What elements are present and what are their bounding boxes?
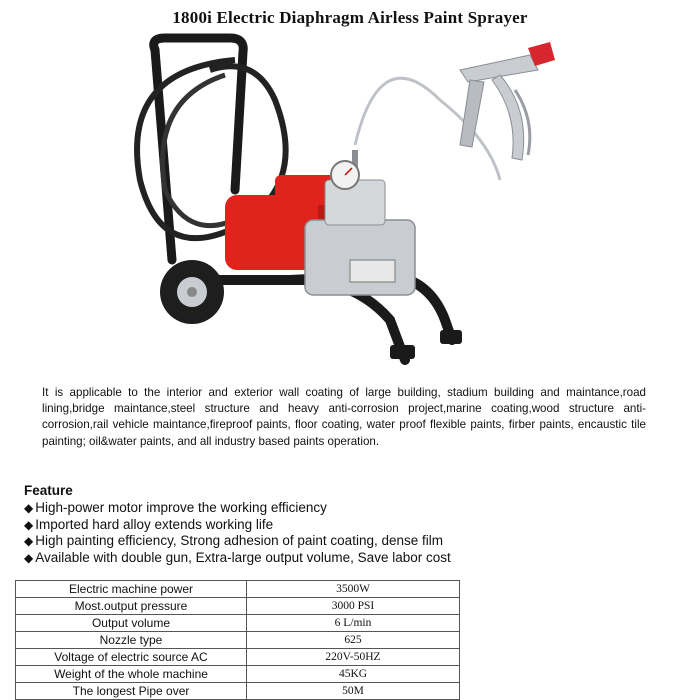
table-row <box>16 632 460 649</box>
feature-list <box>24 500 451 566</box>
spec-value: 50M <box>247 683 460 700</box>
spec-value: 625 <box>247 632 460 649</box>
spec-table <box>15 580 460 700</box>
table-row <box>16 649 460 666</box>
spec-value: 45KG <box>247 666 460 683</box>
diamond-bullet-icon: ◆ <box>24 550 34 565</box>
product-description: It is applicable to the interior and exterior wall coating of large building, stadium building and maintance,road lining,bridge maintance,steel structure and heavy anti-corrosion project,marine coating,wood structure anti-corrosion,rail vehicle maintance,fireproof paints, floor coating, water proof flexible paints, firber paints, encaustic tile painting; oil&water paints, and all industry based paints operation. <box>42 386 646 448</box>
table-row <box>16 683 460 700</box>
list-item: ◆ Imported hard alloy extends working life <box>24 516 274 532</box>
spec-label: Weight of the whole machine <box>16 666 247 683</box>
table-row <box>16 598 460 615</box>
paint-sprayer-icon <box>137 38 500 360</box>
product-illustration <box>60 30 680 380</box>
spec-label: Most.output pressure <box>16 598 247 615</box>
spec-value: 220V-50HZ <box>247 649 460 666</box>
diamond-bullet-icon: ◆ <box>24 534 34 548</box>
diamond-bullet-icon: ◆ <box>24 501 34 515</box>
spec-label: Nozzle type <box>16 632 247 649</box>
spec-label: Voltage of electric source AC <box>16 649 247 666</box>
spec-value: 3500W <box>247 581 460 598</box>
spec-value: 3000 PSI <box>247 598 460 615</box>
table-row <box>16 615 460 632</box>
table-row <box>16 581 460 598</box>
spec-label: Output volume <box>16 615 247 632</box>
list-item: ◆ High-power motor improve the working efficiency <box>24 500 327 515</box>
spec-value: 6 L/min <box>247 615 460 632</box>
list-item: ◆ High painting efficiency, Strong adhesion of paint coating, dense film <box>24 533 443 548</box>
spray-gun-icon <box>460 42 555 160</box>
table-row <box>16 666 460 683</box>
spec-label: Electric machine power <box>16 581 247 598</box>
page-title: 1800i Electric Diaphragm Airless Paint Sprayer <box>172 8 528 27</box>
diamond-bullet-icon: ◆ <box>24 517 34 532</box>
feature-heading: Feature <box>24 483 73 498</box>
list-item: ◆ Available with double gun, Extra-large output volume, Save labor cost <box>24 549 451 565</box>
spec-label: The longest Pipe over <box>16 683 247 700</box>
